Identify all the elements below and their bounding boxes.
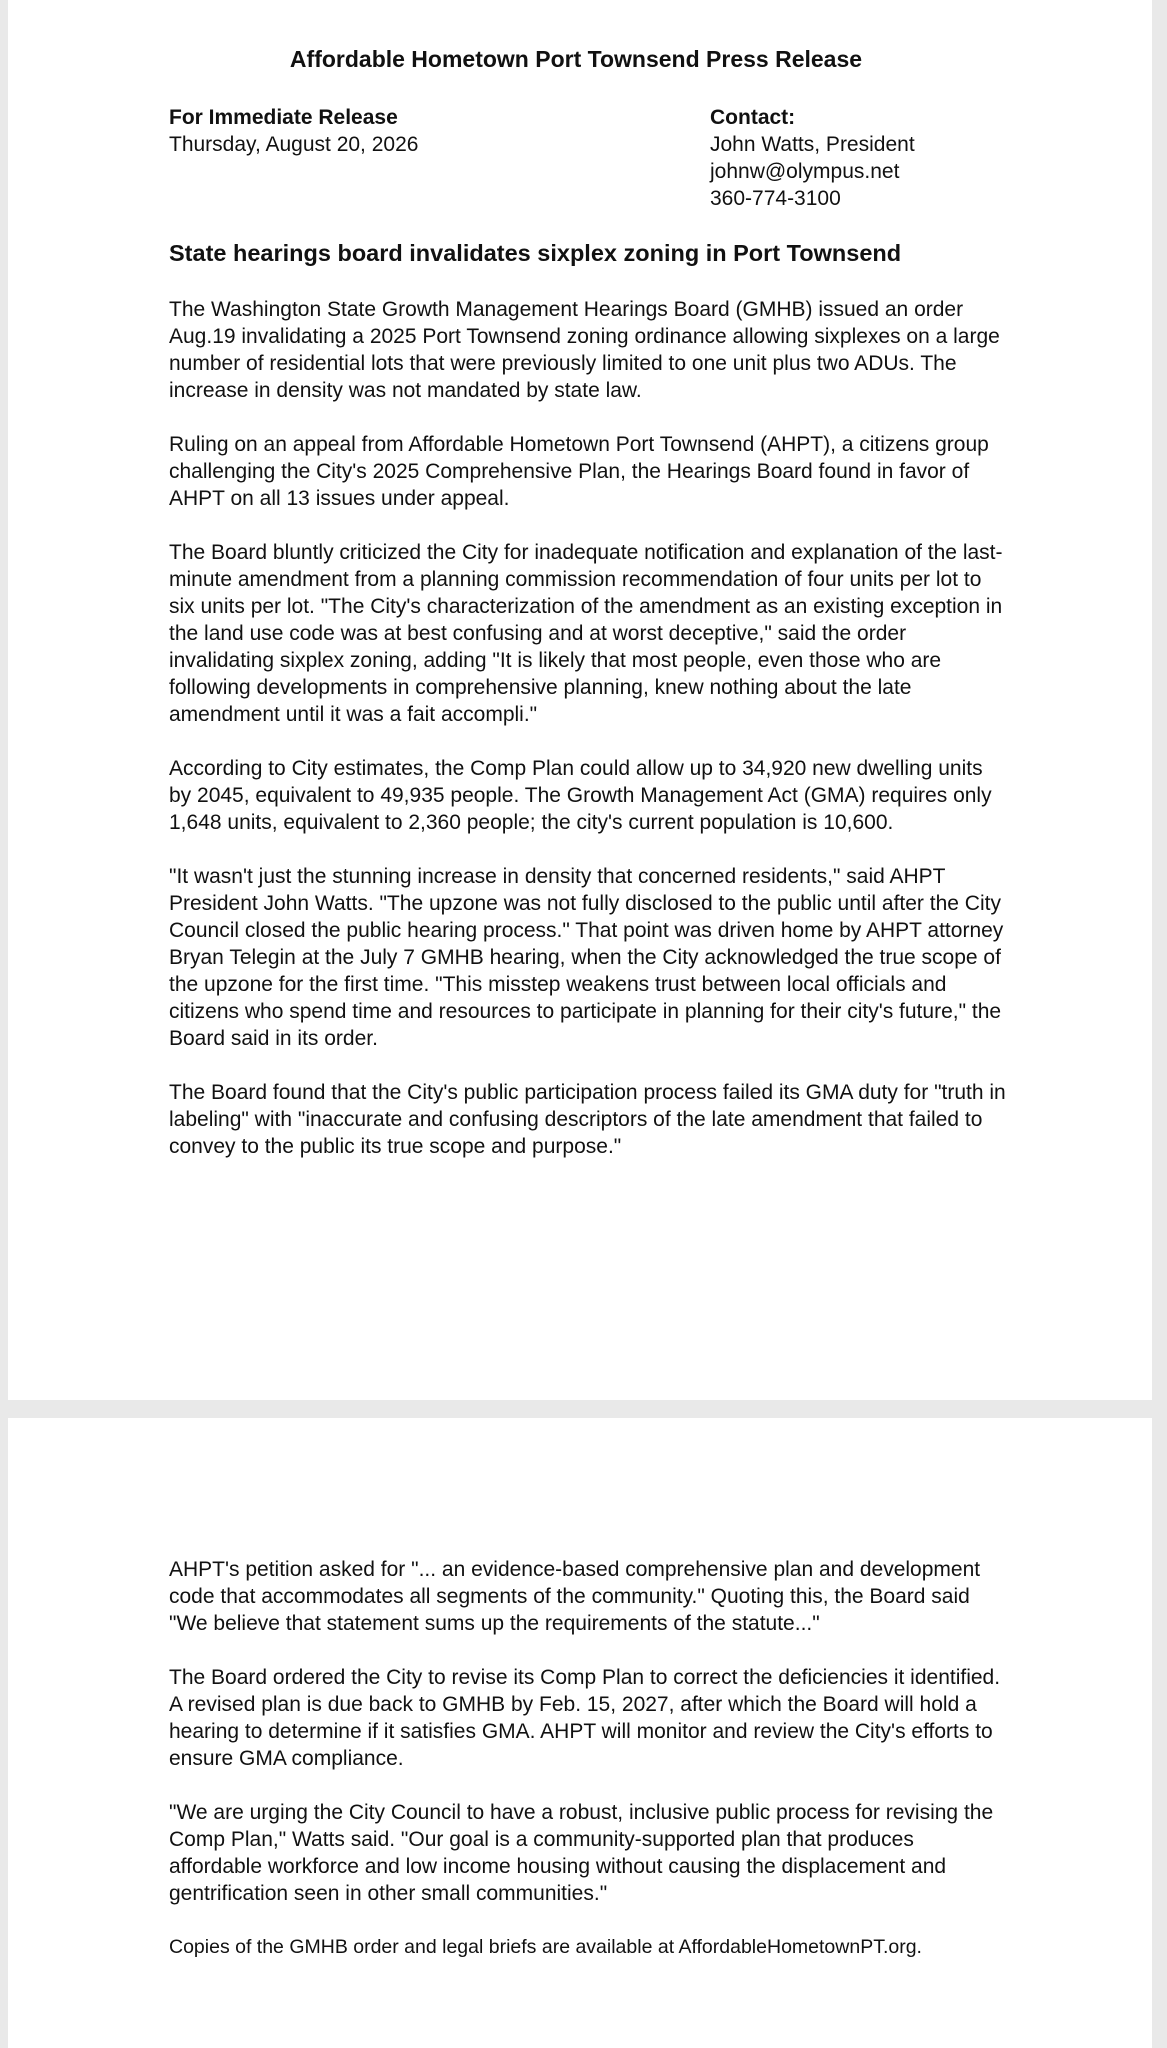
footer-note: Copies of the GMHB order and legal briefs are available at AffordableHometownPT.org.: [169, 1936, 922, 1958]
paragraph: AHPT's petition asked for "... an evidence-based comprehensive plan and development code that accommodates all segments of the community." Quoting this, the Board said "We believe that statement sums up the requirements of the statute...": [169, 1558, 981, 1635]
headline: State hearings board invalidates sixplex zoning in Port Townsend: [169, 240, 902, 266]
press-release-title: Affordable Hometown Port Townsend Press Release: [289, 46, 863, 72]
paragraph: The Board bluntly criticized the City for inadequate notification and explanation of the last-minute amendment from a planning commission recommendation of four units per lot to six units per lot. "The City's characterization of the amendment as an existing exception in the land use code was at best confusing and at worst deceptive," said the order invalidating sixplex zoning, adding "It is likely that most people, even those who are following developments in comprehensive planning, knew nothing about the late amendment until it was a fait accompli.": [169, 541, 1003, 726]
paragraph: "It wasn't just the stunning increase in density that concerned residents," said AHPT President John Watts. "The upzone was not fully disclosed to the public until after the City Council closed the public hearing process." That point was driven home by AHPT attorney Bryan Telegin at the July 7 GMHB hearing, when the City acknowledged the true scope of the upzone for the first time. "This misstep weakens trust between local officials and citizens who spend time and resources to participate in planning for their city's future," the Board said in its order.: [169, 865, 1004, 1050]
release-label: For Immediate Release: [169, 106, 398, 129]
paragraph: The Washington State Growth Management Hearings Board (GMHB) issued an order Aug.19 invalidating a 2025 Port Townsend zoning ordinance allowing sixplexes on a large number of residential lots that were previously limited to one unit plus two ADUs. The increase in density was not mandated by state law.: [169, 298, 1000, 402]
contact-info: [710, 104, 915, 212]
document-page-2: [8, 1418, 1152, 2048]
contact-name: John Watts, President: [710, 133, 915, 156]
release-info: [169, 104, 418, 158]
paragraph: The Board found that the City's public participation process failed its GMA duty for "truth in labeling" with "inaccurate and confusing descriptors of the late amendment that failed to convey to the public its true scope and purpose.": [169, 1081, 1006, 1158]
contact-label: Contact:: [710, 106, 796, 129]
contact-phone: 360-774-3100: [710, 187, 841, 210]
paragraph: "We are urging the City Council to have a robust, inclusive public process for revising the Comp Plan," Watts said. "Our goal is a community-supported plan that produces affordable workforce and low income housing without causing the displacement and gentrification seen in other small communities.": [169, 1801, 994, 1905]
release-date: Thursday, August 20, 2026: [169, 133, 419, 156]
page-2-body: [169, 1556, 1009, 1981]
paragraph: According to City estimates, the Comp Plan could allow up to 34,920 new dwelling units by 2045, equivalent to 49,935 people. The Growth Management Act (GMA) requires only 1,648 units, equivalent to 2,360 people; the city's current population is 10,600.: [169, 757, 992, 834]
paragraph: Ruling on an appeal from Affordable Hometown Port Townsend (AHPT), a citizens group challenging the City's 2025 Comprehensive Plan, the Hearings Board found in favor of AHPT on all 13 issues under appeal.: [169, 433, 989, 510]
paragraph: The Board ordered the City to revise its Comp Plan to correct the deficiencies it identified. A revised plan is due back to GMHB by Feb. 15, 2027, after which the Board will hold a hearing to determine if it satisfies GMA. AHPT will monitor and review the City's efforts to ensure GMA compliance.: [169, 1666, 1001, 1770]
page-1-body: [169, 296, 1009, 1187]
contact-email: johnw@olympus.net: [710, 160, 900, 183]
